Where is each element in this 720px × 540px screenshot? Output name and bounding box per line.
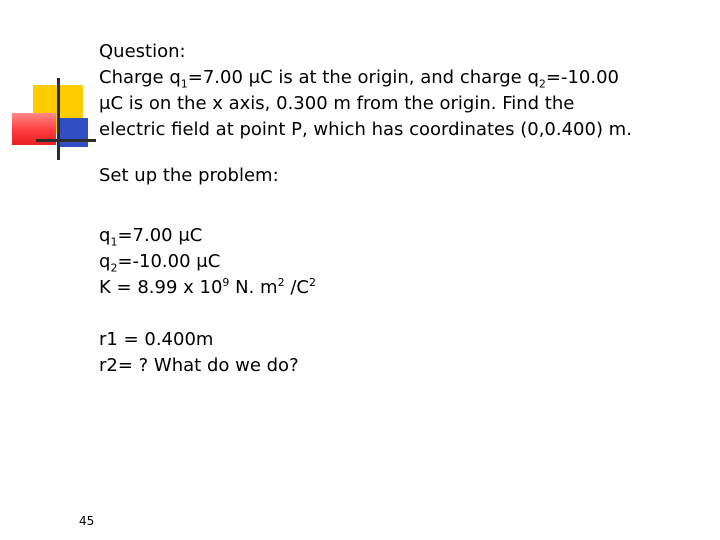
given-k-text-c: /C <box>284 277 309 298</box>
distance-r1: r1 = 0.400m <box>99 329 214 350</box>
given-q2 <box>99 249 316 275</box>
page-number: 45 <box>79 514 95 528</box>
given-q1 <box>99 223 316 249</box>
question-line-1-subscript-1: 1 <box>180 77 188 91</box>
given-q1-symbol: q <box>99 225 111 246</box>
question-line-3: electric field at point P, which has coordinates (0,0.400) m. <box>99 119 632 140</box>
question-line-2: μC is on the x axis, 0.300 m from the origin. Find the <box>99 93 575 114</box>
decorative-horizontal-line <box>36 139 96 142</box>
question-header: Question: <box>99 41 186 62</box>
given-k-exponent-2: 2 <box>277 276 285 289</box>
question-line-1 <box>99 65 632 91</box>
question-line-1-text-b: =7.00 μC is at the origin, and charge q <box>187 67 539 88</box>
decorative-blue-square <box>58 118 88 147</box>
given-k-exponent-3: 2 <box>308 276 316 289</box>
setup-heading: Set up the problem: <box>99 165 279 186</box>
question-line-1-text-c: =-10.00 <box>545 67 619 88</box>
distances-block <box>99 327 299 379</box>
given-q2-value: =-10.00 μC <box>117 251 221 272</box>
question-line-1-text-a: Charge q <box>99 67 181 88</box>
given-k-exponent-1: 9 <box>222 276 230 289</box>
given-k-text-b: N. m <box>229 277 278 298</box>
distance-r2: r2= ? What do we do? <box>99 355 299 376</box>
setup-block <box>99 163 279 189</box>
given-k <box>99 275 316 301</box>
question-block <box>99 39 632 143</box>
question-line-1-subscript-2: 2 <box>538 77 546 91</box>
givens-block <box>99 223 316 301</box>
given-q2-subscript: 2 <box>110 261 118 275</box>
given-k-text-a: K = 8.99 x 10 <box>99 277 223 298</box>
given-q1-value: =7.00 μC <box>117 225 203 246</box>
decorative-vertical-line <box>57 78 60 160</box>
given-q1-subscript: 1 <box>110 235 118 249</box>
given-q2-symbol: q <box>99 251 111 272</box>
